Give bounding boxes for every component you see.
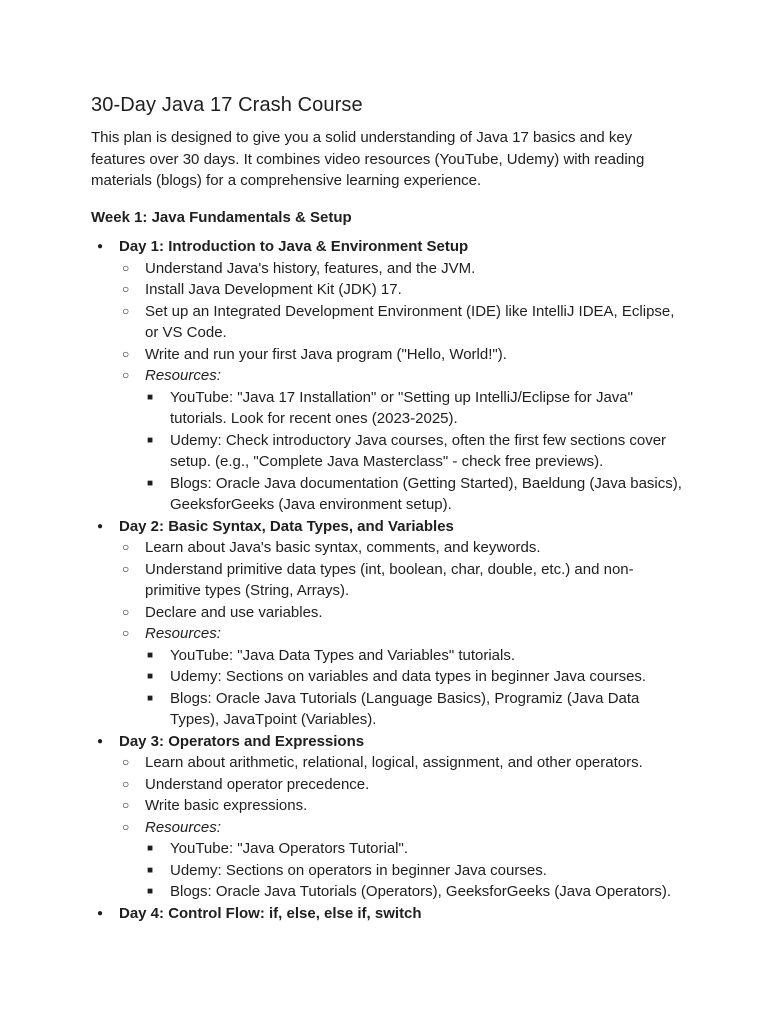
task-text: Write and run your first Java program ("Hello, World!").: [145, 345, 507, 363]
resource-item: [145, 387, 688, 430]
resource-text: Blogs: Oracle Java Tutorials (Operators), GeeksforGeeks (Java Operators).: [170, 883, 672, 900]
task-text: Declare and use variables.: [145, 603, 323, 621]
task-text: Set up an Integrated Development Environment (IDE) like IntelliJ IDEA, Eclipse, or VS Code.: [145, 302, 675, 341]
task-bullet-icon: ○: [122, 819, 130, 834]
resource-item: [145, 666, 688, 688]
resources-item: [119, 365, 688, 516]
day-item: [91, 903, 688, 925]
task-bullet-icon: ○: [122, 798, 130, 812]
task-text: Learn about Java's basic syntax, comments, and keywords.: [145, 539, 541, 556]
resource-text: Blogs: Oracle Java documentation (Getting Started), Baeldung (Java basics), GeeksforGeeks (Java environment setup).: [170, 474, 682, 513]
day-title: Day 3: Operators and Expressions: [119, 732, 365, 750]
day-list: [91, 236, 688, 924]
resource-text: YouTube: "Java Operators Tutorial".: [170, 840, 409, 857]
day-title: Day 1: Introduction to Java & Environment Setup: [119, 238, 469, 255]
resource-list: [145, 645, 688, 731]
resource-list: [145, 838, 688, 903]
task-item: [119, 795, 688, 817]
day-item: [91, 731, 688, 903]
task-item: [119, 537, 688, 559]
day-bullet-icon: ●: [97, 907, 104, 919]
resources-item: [119, 817, 688, 903]
task-bullet-icon: ○: [122, 540, 130, 554]
task-bullet-icon: ○: [122, 561, 130, 576]
resource-item: [145, 430, 688, 473]
task-text: Install Java Development Kit (JDK) 17.: [145, 281, 402, 298]
resource-bullet-icon: ■: [147, 391, 154, 403]
task-list: [119, 258, 688, 516]
day-title: Day 4: Control Flow: if, else, else if, switch: [119, 904, 422, 922]
task-text: Understand Java's history, features, and the JVM.: [145, 259, 476, 277]
task-bullet-icon: ○: [122, 346, 130, 361]
resource-text: Blogs: Oracle Java Tutorials (Language Basics), Programiz (Java Data Types), JavaTpoint (Variables).: [170, 689, 640, 728]
task-bullet-icon: ○: [122, 260, 130, 275]
task-item: [119, 752, 688, 774]
resource-item: [145, 838, 688, 860]
task-item: [119, 301, 688, 344]
task-item: [119, 279, 688, 301]
week-heading: Week 1: Java Fundamentals & Setup: [91, 208, 352, 226]
task-bullet-icon: ○: [122, 755, 130, 769]
day-bullet-icon: ●: [97, 241, 104, 252]
day-title: Day 2: Basic Syntax, Data Types, and Variables: [119, 517, 454, 535]
resource-list: [145, 387, 688, 516]
task-item: [119, 559, 688, 602]
task-list: [119, 537, 688, 731]
task-text: Understand primitive data types (int, boolean, char, double, etc.) and non-primitive types (String, Arrays).: [145, 560, 634, 599]
resource-text: YouTube: "Java Data Types and Variables" tutorials.: [170, 646, 516, 664]
task-item: [119, 602, 688, 624]
resource-item: [145, 473, 688, 516]
day-item: [91, 236, 688, 516]
resource-bullet-icon: ■: [147, 864, 154, 876]
resources-label: Resources:: [145, 818, 221, 836]
task-text: Understand operator precedence.: [145, 775, 370, 793]
resource-text: YouTube: "Java 17 Installation" or "Setting up IntelliJ/Eclipse for Java" tutorials. Look for recent ones (2023-2025).: [170, 388, 633, 427]
resource-item: [145, 881, 688, 903]
resource-text: Udemy: Sections on variables and data types in beginner Java courses.: [170, 668, 647, 685]
task-bullet-icon: ○: [122, 282, 130, 296]
resource-bullet-icon: ■: [147, 671, 154, 682]
task-item: [119, 258, 688, 280]
day-bullet-icon: ●: [97, 520, 104, 532]
resources-label: Resources:: [145, 367, 221, 384]
task-bullet-icon: ○: [122, 626, 130, 640]
task-item: [119, 774, 688, 796]
day-bullet-icon: ●: [97, 735, 104, 747]
day-item: [91, 516, 688, 731]
resource-bullet-icon: ■: [147, 649, 154, 661]
resource-text: Udemy: Check introductory Java courses, often the first few sections cover setup. (e.g., "Complete Java Masterclass" - check free previews).: [170, 431, 667, 470]
task-text: Write basic expressions.: [145, 797, 308, 814]
intro-paragraph: This plan is designed to give you a solid understanding of Java 17 basics and key features over 30 days. It combines video resources (YouTube, Udemy) with reading materials (blogs) for a comprehensive learning experience.: [91, 129, 645, 189]
task-text: Learn about arithmetic, relational, logical, assignment, and other operators.: [145, 754, 643, 771]
task-bullet-icon: ○: [122, 604, 130, 619]
resource-bullet-icon: ■: [147, 477, 154, 489]
task-item: [119, 344, 688, 366]
resource-bullet-icon: ■: [147, 434, 154, 446]
task-bullet-icon: ○: [122, 303, 130, 318]
resource-text: Udemy: Sections on operators in beginner Java courses.: [170, 861, 547, 879]
task-bullet-icon: ○: [122, 368, 130, 382]
resources-item: [119, 623, 688, 731]
resource-bullet-icon: ■: [147, 886, 154, 897]
resource-item: [145, 688, 688, 731]
task-list: [119, 752, 688, 903]
resource-bullet-icon: ■: [147, 843, 154, 854]
resource-item: [145, 860, 688, 882]
resource-item: [145, 645, 688, 667]
resources-label: Resources:: [145, 625, 221, 642]
document-title: 30-Day Java 17 Crash Course: [91, 94, 363, 116]
task-bullet-icon: ○: [122, 776, 130, 791]
resource-bullet-icon: ■: [147, 692, 154, 704]
